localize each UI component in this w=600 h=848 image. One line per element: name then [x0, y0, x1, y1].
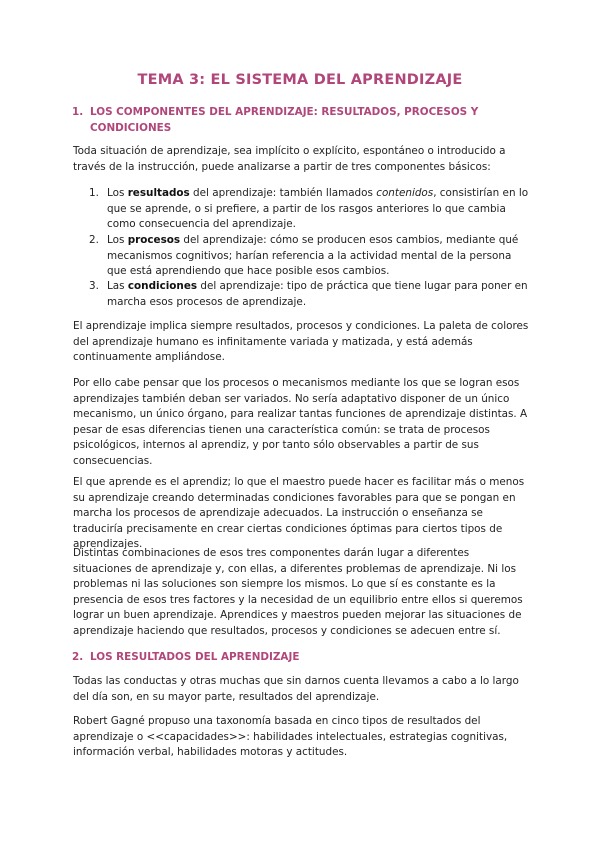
section-1-heading [72, 104, 510, 136]
term-procesos: procesos [127, 234, 181, 246]
list-item-procesos: 2. Los procesos del aprendizaje: cómo se producen esos cambios, mediante qué mecanismos cognitivos; harían referencia a la actividad mental de la persona que está aprendiendo que hace posible esos cambios. [89, 234, 519, 278]
section-1-heading-text: LOS COMPONENTES DEL APRENDIZAJE: RESULTADOS, PROCESOS Y CONDICIONES [90, 106, 479, 134]
section-1-intro: Toda situación de aprendizaje, sea implícito o explícito, espontáneo o introducido a través de la instrucción, puede analizarse a partir de tres componentes básicos: [73, 145, 506, 173]
section-2-number: 2. [72, 651, 84, 663]
paragraph: Por ello cabe pensar que los procesos o mecanismos mediante los que se logran esos aprendizajes también deban ser variados. No sería adaptativo disponer de un único mecanismo, un único órgano, para realizar tantas funciones de aprendizaje distintas. A pesar de esas diferencias tienen una característica común: se trata de procesos psicológicos, internos al aprendiz, y por tanto sólo observables a partir de sus consecuencias. [73, 377, 528, 467]
list-item-resultados: 1. Los resultados del aprendizaje: también llamados contenidos, consistirían en lo que se aprende, o si prefiere, a partir de los rasgos anteriores lo que cambia como consecuencia del aprendizaje. [89, 187, 529, 231]
list-item-number: 2. [89, 234, 99, 246]
term-condiciones: condiciones [127, 280, 198, 292]
section-1-number: 1. [72, 106, 84, 118]
paragraph: Distintas combinaciones de esos tres componentes darán lugar a diferentes situaciones de aprendizaje y, con ellas, a diferentes problemas de aprendizaje. Ni los problemas ni las soluciones son siempre los mismos. Lo que sí es constante es la presencia de esos tres factores y la necesidad de un equilibrio entre ellos si queremos lograr un buen aprendizaje. Aprendices y maestros pueden mejorar las situaciones de aprendizaje haciendo que resultados, procesos y condiciones se adecuen entre sí. [73, 547, 523, 637]
paragraph: Robert Gagné propuso una taxonomía basada en cinco tipos de resultados del aprendizaje o <<capacidades>>: habilidades intelectuales, estrategias cognitivas, información verbal, habilidades motoras y actitudes. [73, 715, 508, 759]
paragraph: El que aprende es el aprendiz; lo que el maestro puede hacer es facilitar más o menos su aprendizaje creando determinadas condiciones favorables para que se pongan en marcha los procesos de aprendizaje adecuados. La instrucción o enseñanza se traduciría precisamente en crear ciertas condiciones óptimas para ciertos tipos de aprendizajes. [73, 476, 525, 551]
paragraph: Todas las conductas y otras muchas que sin darnos cuenta llevamos a cabo a lo largo del día son, en su mayor parte, resultados del aprendizaje. [73, 675, 519, 703]
list-item-number: 1. [89, 187, 99, 199]
paragraph: El aprendizaje implica siempre resultados, procesos y condiciones. La paleta de colores del aprendizaje humano es infinitamente variada y matizada, y está además continuamente ampliándose. [73, 320, 529, 364]
document-title: TEMA 3: EL SISTEMA DEL APRENDIZAJE [137, 72, 463, 88]
section-2-heading-text: LOS RESULTADOS DEL APRENDIZAJE [90, 651, 300, 663]
term-contenidos: contenidos [376, 187, 434, 199]
term-resultados: resultados [127, 187, 190, 199]
section-2-heading [72, 649, 510, 665]
list-item-condiciones: 3. Las condiciones del aprendizaje: tipo de práctica que tiene lugar para poner en marcha esos procesos de aprendizaje. [89, 280, 528, 308]
list-item-number: 3. [89, 280, 99, 292]
